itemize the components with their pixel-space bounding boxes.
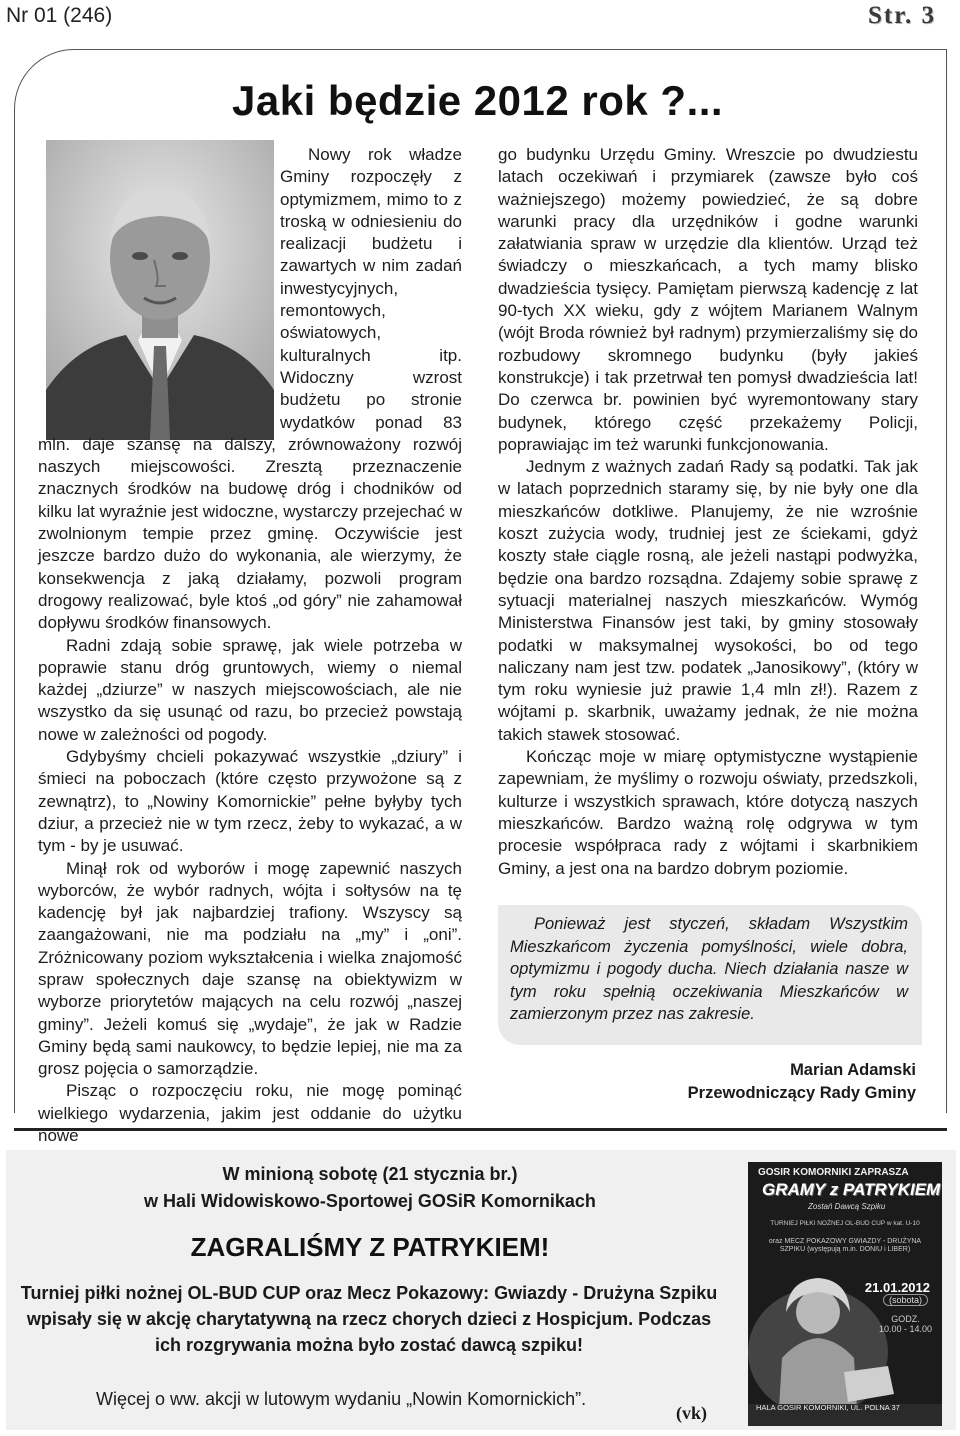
signature-name: Marian Adamski xyxy=(790,1061,916,1079)
poster-invite: GOSIR KOMORNIKI ZAPRASZA xyxy=(758,1167,909,1178)
paragraph-5: Pisząc o rozpoczęciu roku, nie mogę pominąć wielkiego wydarzenia, jakim jest oddanie do użytku nowe xyxy=(38,1081,462,1146)
signature xyxy=(688,1059,916,1105)
poster-match: oraz MECZ POKAZOWY GWIAZDY - DRUŻYNA SZPIKU (występują m.in. DONIU i LIBER) xyxy=(768,1238,922,1253)
signature-role: Przewodniczący Rady Gminy xyxy=(687,1084,916,1102)
article-title: Jaki będzie 2012 rok ?... xyxy=(232,77,724,124)
paragraph-6: go budynku Urzędu Gminy. Wreszcie po dwudziestu latach oczekiwań i przymiarek (zawsze było coś ważniejszego) możemy powiedzieć, że są dobre warunki pracy dla urzędników i godne warunki załatwiania spraw w urzędzie dla klientów. Urząd też świadczy o mieszkańcach, a tych mamy blisko dwadzieścia tysięcy. Pamiętam pierwszą kadencję z lat 90-tych XX wieku, gdy z wójtem Marianem Walnym (wójt Broda również był radnym) przymierzaliśmy się do rozbudowy skromnego budynku (były jakieś konstrukcje) i tak przetrwał ten pomysł dwadzieścia lat! Do czerwca br. powinien być wyremontowany stary budynek, którego część przekażemy Policji, poprawiając im też warunki funkcjonowania. xyxy=(498,145,918,454)
paragraph-4: Minął rok od wyborów i mogę zapewnić naszych wyborców, że wybór radnych, wójta i sołtysów na tę kadencję był jak najbardziej trafiony. Wszyscy są zaangażowani, nie ma podziału na „my” i „oni”. Zróżnicowany poziom wykształcenia i wielka znajomość spraw społecznych daje szansę na obiektywizm w wyborze priorytetów mających na celu rozwój „naszej gminy”. Jeżeli komuś się „wydaje”, że jak w Radzie Gminy będą sami naukowcy, to będzie lepiej, nie ma za grosz pojęcia o samorządzie. xyxy=(38,858,462,1079)
poster-day: (sobota) xyxy=(883,1294,928,1306)
event-heading-line2: w Hali Widowiskowo-Sportowej GOSiR Komornikach xyxy=(144,1191,596,1211)
event-more-info: Więcej o ww. akcji w lutowym wydaniu „Nowin Komornickich”. xyxy=(96,1389,587,1409)
photo-spacer xyxy=(38,144,280,427)
paragraph-8: Kończąc moje w miarę optymistyczne wystąpienie zapewniam, że myślimy o rozwoju oświaty, przedszkoli, kulturze i wszystkich sprawach, które dotyczą naszych mieszkańców. Bardzo ważną rolę odgrywa w tym procesie współpraca rady z wójtami i skarbnikiem Gminy, a jest ona na bardzo dobrym poziomie. xyxy=(498,747,918,878)
poster-tournament: TURNIEJ PIŁKI NOŻNEJ OL-BUD CUP w kat. U-10 xyxy=(770,1220,920,1227)
paragraph-7: Jednym z ważnych zadań Rady są podatki. Tak jak w latach poprzednich staramy się, by nie były one dla mieszkańców dotkliwe. Planujemy, że nie wzrośnie koszt zużycia wody, trudniej jest ze ściekami, gdyż koszty stałe ciągle rosną, ale jeżeli nastąpi podwyżka, będzie ona bardzo rozsądna. Zdajemy sobie sprawę z sytuacji materialnej naszych mieszkańców. Wymóg Ministerstwa Finansów jest taki, by gminy stosowały podatki w maksymalnej wysokości, bo od tego naliczany nam jest tzw. podatek „Janosikowy”, (który w tym roku wyniesie już prawie 1,4 mln zł!). Razem z wójtami p. skarbnik, uważamy jednak, że nie można takich stawek stosować. xyxy=(498,457,918,744)
event-heading-line1: W minioną sobotę (21 stycznia br.) xyxy=(222,1164,518,1184)
poster-subtitle: Zostań Dawcą Szpiku xyxy=(808,1202,886,1211)
event-heading xyxy=(80,1161,660,1215)
poster-time xyxy=(879,1314,932,1334)
poster-date: 21.01.2012 xyxy=(864,1280,930,1295)
article-right-column xyxy=(498,144,918,880)
paragraph-3: Gdybyśmy chcieli pokazywać wszystkie „dziury” i śmieci na poboczach (które często przywożone są z zewnątrz), to „Nowiny Komornickie” pełne byłyby tych dziur, a przecież nie w tym rzecz, żeby to wykazać, a w tym - by je usuwać. xyxy=(38,747,462,856)
poster-logo: GRAMY z PATRYKIEM xyxy=(762,1180,941,1199)
article-left-column xyxy=(38,144,462,1147)
wishes-quote: Ponieważ jest styczeń, składam Wszystkim Mieszkańcom życzenia pomyślności, wiele dobra, optymizmu i pogody ducha. Niech działania nasze w tym roku spełnią oczekiwania Mieszkańców w zamierzonym przez nas zakresie. xyxy=(498,905,922,1045)
issue-number: Nr 01 (246) xyxy=(6,4,113,27)
event-author: (vk) xyxy=(676,1403,707,1423)
poster-venue: HALA GOSIR KOMORNIKI, UL. POLNA 37 xyxy=(756,1403,900,1412)
event-poster xyxy=(748,1162,942,1426)
paragraph-1: Nowy rok władze Gminy rozpoczęły z optymizmem, mimo to z troską w odniesieniu do realizacji budżetu i zawartych w nim zadań inwestycyjnych, remontowych, oświatowych, kulturalnych itp. Widoczny wzrost budżetu po stronie wydatków ponad 83 mln. daje szansę na dalszy, zrównoważony rozwój naszych miejscowości. Zresztą przeznaczenie znacznych środków na budowę dróg i chodników od kilku lat wyraźnie jest widoczne, wystarczy przejechać w zwolnionym tempie przez gminę. Oczywiście jest jeszcze bardzo dużo do wykonania, ale wierzymy, że konsekwencja z jaką działamy, pozwoli program drogowy realizować, byle ktoś „od góry” nie zahamował dopływu środków finansowych. xyxy=(38,145,462,633)
paragraph-2: Radni zdają sobie sprawę, jak wiele potrzeba w poprawie stanu dróg gruntowych, wiemy o niemal każdej „dziurze” w naszych miejscowościach, ale nie wszystko da się usunąć od razu, bo przecież powstają nowe w zależności od pogody. xyxy=(38,635,462,744)
poster-time-value: 10.00 - 14.00 xyxy=(878,1324,932,1334)
event-title: ZAGRALIŚMY Z PATRYKIEM! xyxy=(190,1232,550,1262)
page-number: Str. 3 xyxy=(867,2,936,29)
poster-time-label: GODZ. xyxy=(891,1314,920,1324)
event-body: Turniej piłki nożnej OL-BUD CUP oraz Mecz Pokazowy: Gwiazdy - Drużyna Szpiku wpisały się w akcję charytatywną na rzecz chorych dzieci z Hospicjum. Podczas ich rozgrywania można było zostać dawcą szpiku! xyxy=(20,1283,718,1355)
